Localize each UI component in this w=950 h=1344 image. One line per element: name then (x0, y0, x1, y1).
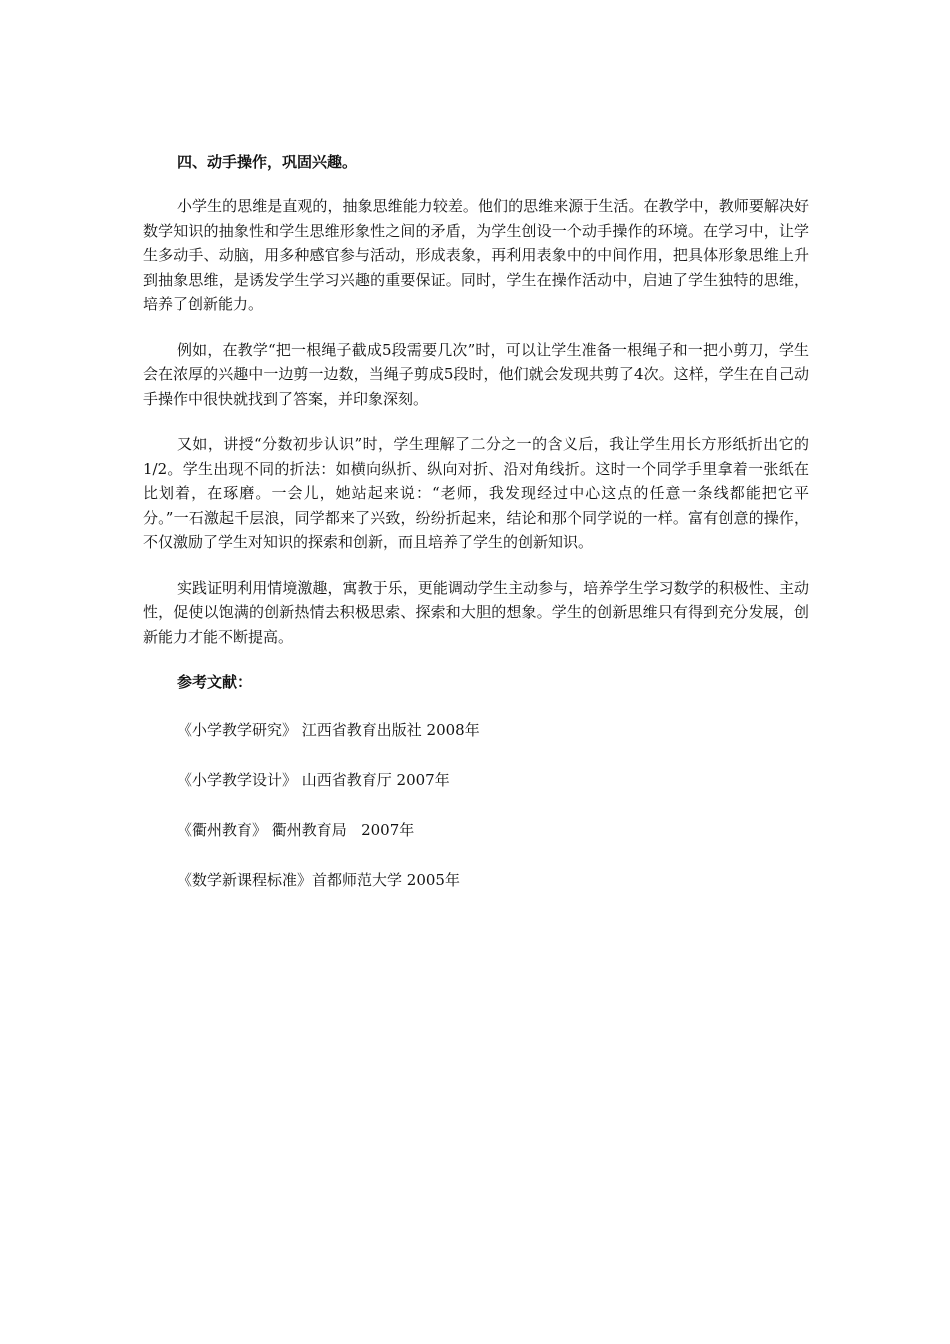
paragraph-intro: 小学生的思维是直观的，抽象思维能力较差。他们的思维来源于生活。在教学中，教师要解决好数学知识的抽象性和学生思维形象性之间的矛盾，为学生创设一个动手操作的环境。在学习中，让学生多动手、动脑，用多种感官参与活动，形成表象，再利用表象中的中间作用，把具体形象思维上升到抽象思维，是诱发学生学习兴趣的重要保证。同时，学生在操作活动中，启迪了学生独特的思维，培养了创新能力。 (143, 197, 809, 313)
section-heading: 四、动手操作，巩固兴趣。 (177, 153, 358, 171)
reference-item: 《小学教学研究》 江西省教育出版社 2008年 (177, 721, 480, 739)
reference-item: 《衢州教育》 衢州教育局 2007年 (177, 821, 415, 839)
paragraph-conclusion: 实践证明利用情境激趣，寓教于乐，更能调动学生主动参与，培养学生学习数学的积极性、主动性，促使以饱满的创新热情去积极思索、探索和大胆的想象。学生的创新思维只有得到充分发展，创新能力才能不断提高。 (143, 578, 809, 646)
reference-item: 《数学新课程标准》首都师范大学 2005年 (177, 871, 460, 889)
document-page (143, 150, 809, 918)
paragraph-example-rope: 例如，在教学“把一根绳子截成5段需要几次”时，可以让学生准备一根绳子和一把小剪刀，学生会在浓厚的兴趣中一边剪一边数，当绳子剪成5段时，他们就会发现共剪了4次。这样，学生在自己动手操作中很快就找到了答案，并印象深刻。 (143, 340, 809, 408)
paragraph-example-fraction: 又如，讲授“分数初步认识”时，学生理解了二分之一的含义后，我让学生用长方形纸折出它的1/2。学生出现不同的折法：如横向纵折、纵向对折、沿对角线折。这时一个同学手里拿着一张纸在比划着，在琢磨。一会儿，她站起来说：“老师，我发现经过中心这点的任意一条线都能把它平分。”一石激起千层浪，同学都来了兴致，纷纷折起来，结论和那个同学说的一样。富有创意的操作，不仅激励了学生对知识的探索和创新，而且培养了学生的创新知识。 (143, 435, 809, 551)
references-title: 参考文献： (177, 673, 253, 691)
reference-item: 《小学教学设计》 山西省教育厅 2007年 (177, 771, 450, 789)
